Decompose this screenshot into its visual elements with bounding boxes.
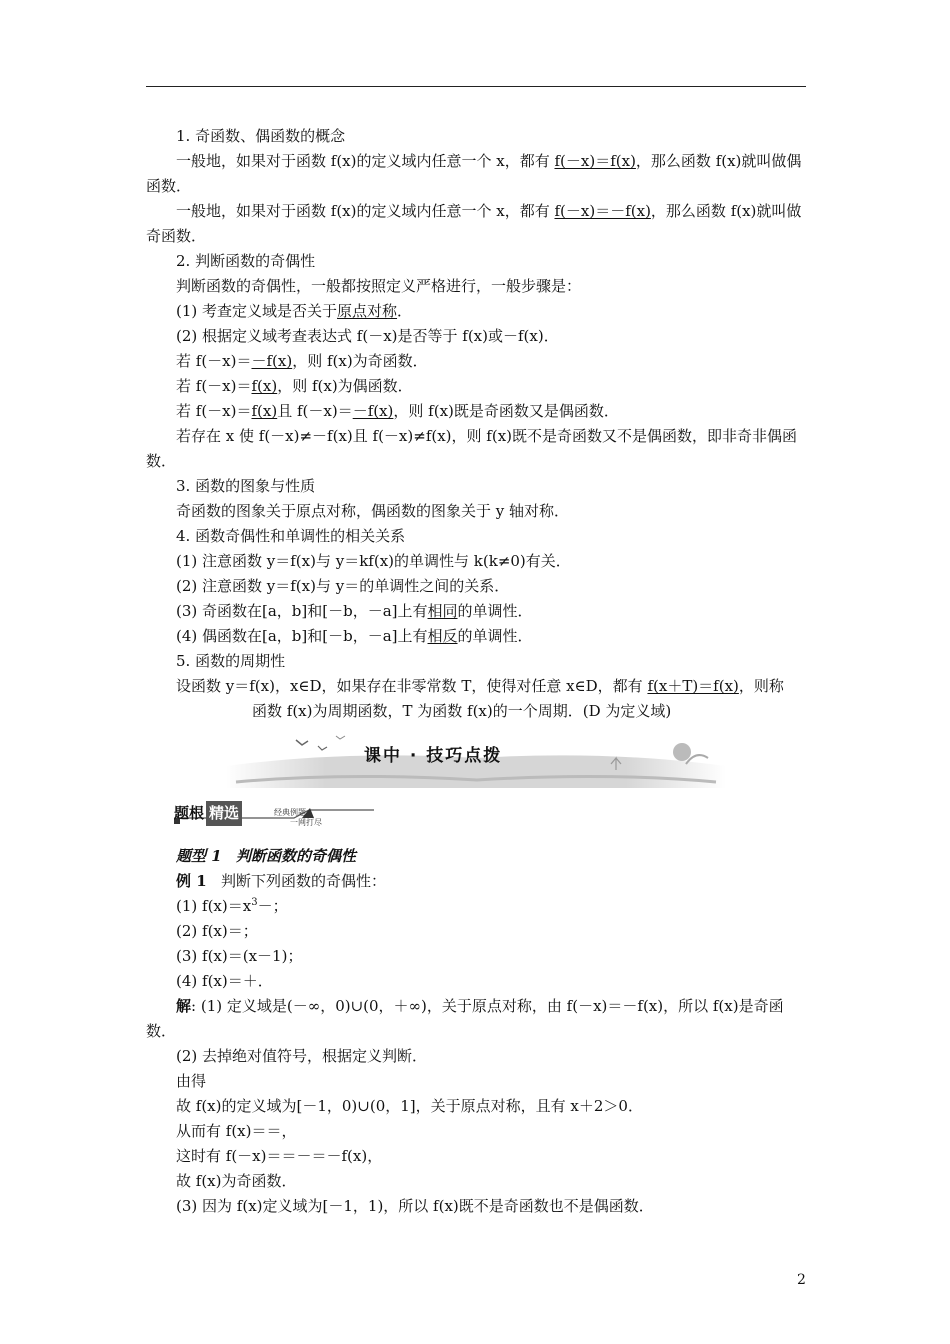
underlined-answer: f(x)	[251, 377, 278, 395]
text: ，则 f(x)既是奇函数又是偶函数．	[393, 402, 619, 420]
section-banner	[146, 732, 808, 792]
text: 设函数 y＝f(x)，x∈D，如果存在非零常数 T，使得对任意 x∈D，都有	[176, 677, 648, 695]
tag-inverted: 精选	[206, 801, 242, 826]
text: (1) 考查定义域是否关于	[176, 302, 338, 320]
solution-2: (2) 去掉绝对值符号，根据定义判断．	[176, 1047, 428, 1065]
solution-1	[146, 994, 808, 1044]
example-label: 例 1	[176, 872, 207, 890]
underlined-answer: 原点对称	[337, 302, 398, 320]
solution-label: 解	[176, 997, 192, 1015]
example-item-3: (3) f(x)＝(x－1)；	[176, 947, 303, 965]
section-4-item-3	[146, 599, 808, 624]
solution-6: 这时有 f(－x)＝＝－＝－f(x)，	[176, 1147, 383, 1165]
solution-8: (3) 因为 f(x)定义域为[－1，1)，所以 f(x)既不是奇函数也不是偶函数．	[176, 1197, 654, 1215]
section-2-para-1: 判断函数的奇偶性，一般都按照定义严格进行，一般步骤是：	[176, 277, 582, 295]
section-2-case-both	[146, 399, 808, 424]
section-1-para-2	[146, 199, 808, 249]
tag-main: 题根	[174, 803, 205, 822]
text: 若 f(－x)＝	[176, 377, 252, 395]
text: : (1) 定义域是(－∞，0)∪(0，＋∞)，关于原点对称，由 f(－x)＝－f(x)，所以 f(x)是奇函数．	[146, 997, 784, 1040]
section-2-title: 2. 判断函数的奇偶性	[176, 252, 316, 270]
section-2-step-1	[146, 299, 808, 324]
text: 一般地，如果对于函数 f(x)的定义域内任意一个 x，都有	[176, 152, 555, 170]
section-4-item-1: (1) 注意函数 y＝f(x)与 y＝kf(x)的单调性与 k(k≠0)有关．	[176, 552, 571, 570]
text: (1) f(x)＝x	[176, 897, 252, 915]
text: 若 f(－x)＝	[176, 402, 252, 420]
text: ，那么函数 f(x)就叫做奇函数．	[146, 202, 802, 245]
question-type-heading	[146, 844, 808, 869]
text: 一般地，如果对于函数 f(x)的定义域内任意一个 x，都有	[176, 202, 555, 220]
section-5-para-2: 函数 f(x)为周期函数，T 为函数 f(x)的一个周期．(D 为定义域)	[252, 702, 672, 720]
tag-note-line-2: 一网打尽	[290, 818, 323, 827]
section-5-para-1	[146, 674, 808, 699]
section-2-case-odd	[146, 349, 808, 374]
text: (4) 偶函数在[a，b]和[－b，－a]上有	[176, 627, 428, 645]
example-text: 判断下列函数的奇偶性：	[220, 872, 386, 890]
banner-title: 课中 · 技巧点拨	[364, 746, 503, 766]
solution-3: 由得	[176, 1072, 207, 1090]
page-content	[146, 124, 808, 1219]
tag-note-line-1: 经典例题	[274, 808, 307, 817]
solution-5: 从而有 f(x)＝＝，	[176, 1122, 297, 1140]
underlined-answer: f(－x)＝－f(x)	[554, 202, 651, 220]
section-tag	[146, 796, 808, 830]
text: ．	[397, 302, 413, 320]
section-5-title: 5. 函数的周期性	[176, 652, 286, 670]
question-type-title: 判断函数的奇偶性	[235, 847, 356, 865]
underlined-answer: f(－x)＝f(x)	[554, 152, 636, 170]
section-2-case-neither: 若存在 x 使 f(－x)≠－f(x)且 f(－x)≠f(x)，则 f(x)既不是奇函数又不是偶函数，即非奇非偶函数．	[146, 427, 798, 470]
example-heading	[146, 869, 808, 894]
section-4-item-4	[146, 624, 808, 649]
underlined-answer: f(x)	[251, 402, 278, 420]
underlined-answer: 相反	[427, 627, 458, 645]
solution-7: 故 f(x)为奇函数．	[176, 1172, 297, 1190]
text: (3) 奇函数在[a，b]和[－b，－a]上有	[176, 602, 428, 620]
section-2-step-2: (2) 根据定义域考查表达式 f(－x)是否等于 f(x)或－f(x)．	[176, 327, 559, 345]
text: ，则 f(x)为奇函数．	[292, 352, 428, 370]
text: 的单调性．	[457, 627, 533, 645]
section-1-para-1	[146, 149, 808, 199]
page-number: 2	[797, 1272, 806, 1288]
section-4-item-2: (2) 注意函数 y＝f(x)与 y＝的单调性之间的关系．	[176, 577, 510, 595]
tag-note	[274, 808, 322, 828]
section-4-title: 4. 函数奇偶性和单调性的相关关系	[176, 527, 406, 545]
question-type-label: 题型 1	[176, 847, 222, 865]
section-2-case-even	[146, 374, 808, 399]
section-3-title: 3. 函数的图象与性质	[176, 477, 316, 495]
text: ，则 f(x)为偶函数．	[277, 377, 413, 395]
text: 且 f(－x)＝	[277, 402, 353, 420]
underlined-answer: 相同	[427, 602, 458, 620]
underlined-answer: －f(x)	[352, 402, 394, 420]
example-item-4: (4) f(x)＝＋．	[176, 972, 273, 990]
solution-4: 故 f(x)的定义域为[－1，0)∪(0，1]，关于原点对称，且有 x＋2＞0．	[176, 1097, 643, 1115]
text: ，则称	[738, 677, 784, 695]
section-3-para-1: 奇函数的图象关于原点对称，偶函数的图象关于 y 轴对称．	[176, 502, 570, 520]
text: 若 f(－x)＝	[176, 352, 252, 370]
text: ，那么函数 f(x)就叫做偶函数．	[146, 152, 802, 195]
underlined-answer: f(x＋T)＝f(x)	[647, 677, 739, 695]
tag-label	[174, 798, 322, 828]
underlined-answer: －f(x)	[251, 352, 293, 370]
superscript: 3	[251, 897, 258, 908]
text: 的单调性．	[457, 602, 533, 620]
example-item-1	[146, 894, 808, 919]
example-item-2: (2) f(x)＝；	[176, 922, 258, 940]
section-1-title: 1. 奇函数、偶函数的概念	[176, 127, 346, 145]
header-rule	[146, 86, 806, 87]
text: －；	[257, 897, 288, 915]
